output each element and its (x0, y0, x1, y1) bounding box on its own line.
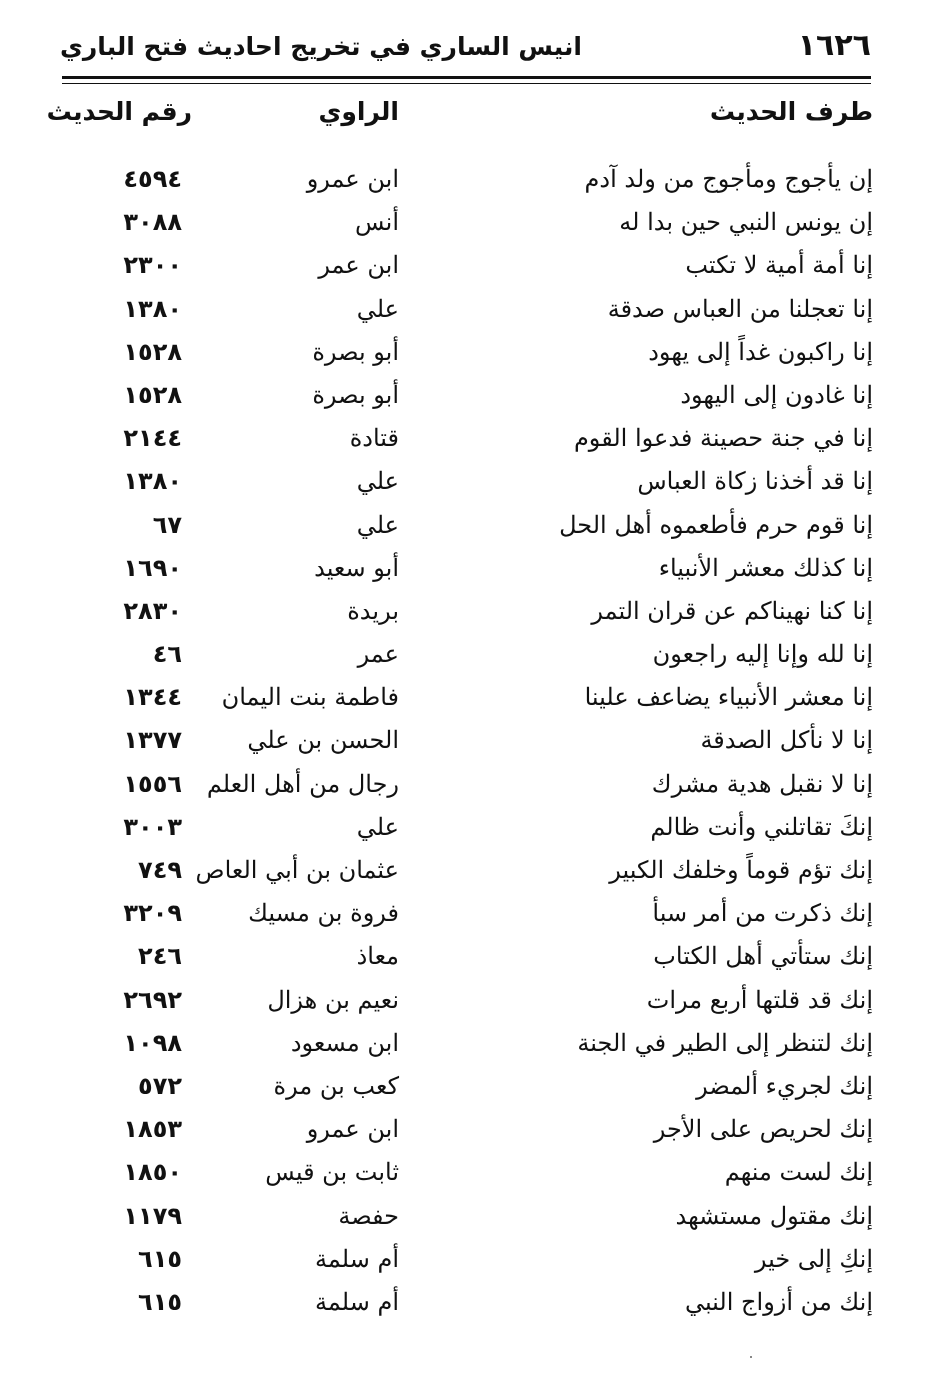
narrator-name: ابن عمر (318, 251, 399, 280)
narrator-name: أبو بصرة (312, 380, 399, 409)
table-row (62, 1281, 873, 1324)
hadith-number: ١٣٤٤ (123, 683, 182, 712)
hadith-text: إنا تعجلنا من العباس صدقة (607, 294, 873, 323)
hadith-number: ١٠٩٨ (123, 1028, 182, 1057)
narrator-name: بريدة (347, 596, 399, 625)
hadith-number: ٥٧٢ (138, 1071, 182, 1100)
hadith-text: إنك لحريص على الأجر (653, 1115, 873, 1144)
hadith-number: ١٨٥٣ (123, 1115, 182, 1144)
hadith-number: ٢٣٠٠ (123, 251, 182, 280)
hadith-text: إنك مقتول مستشهد (675, 1201, 873, 1230)
hadith-text: إنك من أزواج النبي (684, 1287, 873, 1316)
hadith-number: ٦٧ (152, 510, 182, 539)
hadith-text: إنا راكبون غداً إلى يهود (648, 337, 873, 366)
hadith-text: إنك ذكرت من أمر سبأ (652, 899, 873, 928)
narrator-name: أم سلمة (315, 1244, 399, 1273)
table-row (62, 763, 873, 806)
hadith-number: ١٥٥٦ (123, 769, 182, 798)
book-title: انيس الساري في تخريج احاديث فتح الباري (60, 32, 582, 61)
hadith-number: ٢١٤٤ (123, 424, 182, 453)
narrator-name: قتادة (349, 424, 399, 453)
narrator-name: الحسن بن علي (247, 726, 399, 755)
table-row (62, 547, 873, 590)
hadith-text: إنك لجريء ألمضر (696, 1071, 873, 1100)
narrator-name: أنس (355, 208, 399, 237)
hadith-text: إنا لله وإنا إليه راجعون (652, 640, 873, 669)
hadith-text: إنا لا نقبل هدية مشرك (651, 769, 873, 798)
hadith-text: إنكَ تقاتلني وأنت ظالم (650, 812, 873, 841)
hadith-number: ٤٥٩٤ (123, 165, 182, 193)
hadith-number: ١١٧٩ (123, 1201, 182, 1230)
header-rule-thick (62, 76, 871, 79)
hadith-number: ١٣٧٧ (123, 726, 182, 755)
table-row (62, 849, 873, 892)
narrator-name: فاطمة بنت اليمان (221, 683, 399, 712)
table-row (62, 676, 873, 719)
hadith-number: ١٦٩٠ (123, 553, 182, 582)
hadith-text: إنك تؤم قوماً وخلفك الكبير (609, 856, 873, 884)
table-row (62, 417, 873, 460)
page-number: ١٦٢٦ (797, 28, 871, 63)
hadith-number: ٤٦ (152, 640, 182, 669)
hadith-text: إنا أمة أمية لا تكتب (685, 251, 873, 280)
narrator-name: علي (356, 294, 399, 323)
hadith-text: إنك قد قلتها أربع مرات (646, 985, 873, 1014)
hadith-text: إنا غادون إلى اليهود (680, 380, 873, 409)
table-row (62, 158, 873, 201)
hadith-text: إنا كذلك معشر الأنبياء (658, 553, 873, 582)
narrator-name: معاذ (356, 942, 399, 971)
hadith-text: إن يأجوج ومأجوج من ولد آدم (584, 165, 873, 193)
table-row (62, 1108, 873, 1151)
table-row (62, 719, 873, 762)
table-row (62, 1065, 873, 1108)
narrator-name: علي (356, 510, 399, 539)
narrator-name: ابن مسعود (290, 1028, 399, 1057)
print-speck (750, 1356, 752, 1358)
table-row (62, 806, 873, 849)
table-row (62, 935, 873, 978)
hadith-number: ١٣٨٠ (123, 467, 182, 496)
column-header-narrator: الراوي (318, 97, 399, 126)
hadith-text: إنكِ إلى خير (754, 1244, 873, 1273)
table-row (62, 374, 873, 417)
hadith-number: ٣٠٠٣ (123, 812, 182, 841)
table-row (62, 979, 873, 1022)
narrator-name: علي (356, 812, 399, 841)
hadith-text: إنا في جنة حصينة فدعوا القوم (573, 424, 873, 453)
narrator-name: ابن عمرو (306, 1115, 399, 1144)
hadith-number: ٦١٥ (138, 1287, 182, 1316)
table-row (62, 1022, 873, 1065)
hadith-text: إنا كنا نهيناكم عن قران التمر (591, 596, 873, 625)
hadith-text: إنا قد أخذنا زكاة العباس (637, 467, 873, 496)
narrator-name: أبو سعيد (314, 553, 399, 582)
column-header-hadith: طرف الحديث (709, 97, 873, 126)
running-header (60, 28, 871, 72)
narrator-name: أبو بصرة (312, 337, 399, 366)
hadith-number: ٢٤٦ (138, 942, 182, 971)
table-row (62, 504, 873, 547)
hadith-number: ٣٠٨٨ (123, 208, 182, 237)
narrator-name: حفصة (338, 1201, 399, 1230)
hadith-text: إنا قوم حرم فأطعموه أهل الحل (559, 510, 873, 539)
hadith-text: إنا لا نأكل الصدقة (700, 726, 873, 755)
hadith-number: ١٣٨٠ (123, 294, 182, 323)
table-row (62, 288, 873, 331)
table-row (62, 201, 873, 244)
hadith-number: ٧٤٩ (138, 856, 182, 884)
table-row (62, 460, 873, 503)
table-row (62, 633, 873, 676)
hadith-text: إنك لتنظر إلى الطير في الجنة (577, 1028, 873, 1057)
narrator-name: نعيم بن هزال (267, 985, 399, 1014)
hadith-number: ١٥٢٨ (123, 380, 182, 409)
table-header-row (46, 88, 873, 136)
table-row (62, 1238, 873, 1281)
narrator-name: عمر (357, 640, 399, 669)
hadith-number: ٣٢٠٩ (123, 899, 182, 928)
hadith-number: ٦١٥ (138, 1244, 182, 1273)
column-header-number: رقم الحديث (46, 97, 192, 126)
hadith-number: ١٨٥٠ (123, 1158, 182, 1187)
narrator-name: رجال من أهل العلم (206, 769, 399, 798)
table-row (62, 590, 873, 633)
narrator-name: أم سلمة (315, 1287, 399, 1316)
hadith-number: ٢٦٩٢ (123, 985, 182, 1014)
narrator-name: ابن عمرو (306, 165, 399, 193)
hadith-text: إنا معشر الأنبياء يضاعف علينا (584, 683, 873, 712)
hadith-text: إنك ستأتي أهل الكتاب (653, 942, 873, 971)
hadith-text: إن يونس النبي حين بدا له (619, 208, 873, 237)
table-row (62, 1195, 873, 1238)
header-rule-thin (62, 83, 871, 84)
narrator-name: عثمان بن أبي العاص (195, 856, 399, 884)
hadith-text: إنك لست منهم (724, 1158, 873, 1187)
table-row (62, 244, 873, 287)
table-row (62, 1151, 873, 1194)
narrator-name: كعب بن مرة (273, 1071, 399, 1100)
table-row (62, 331, 873, 374)
hadith-index-table (46, 88, 873, 1324)
narrator-name: علي (356, 467, 399, 496)
hadith-number: ٢٨٣٠ (123, 596, 182, 625)
table-row (62, 892, 873, 935)
hadith-number: ١٥٢٨ (123, 337, 182, 366)
narrator-name: فروة بن مسيك (248, 899, 399, 928)
narrator-name: ثابت بن قيس (265, 1158, 399, 1187)
